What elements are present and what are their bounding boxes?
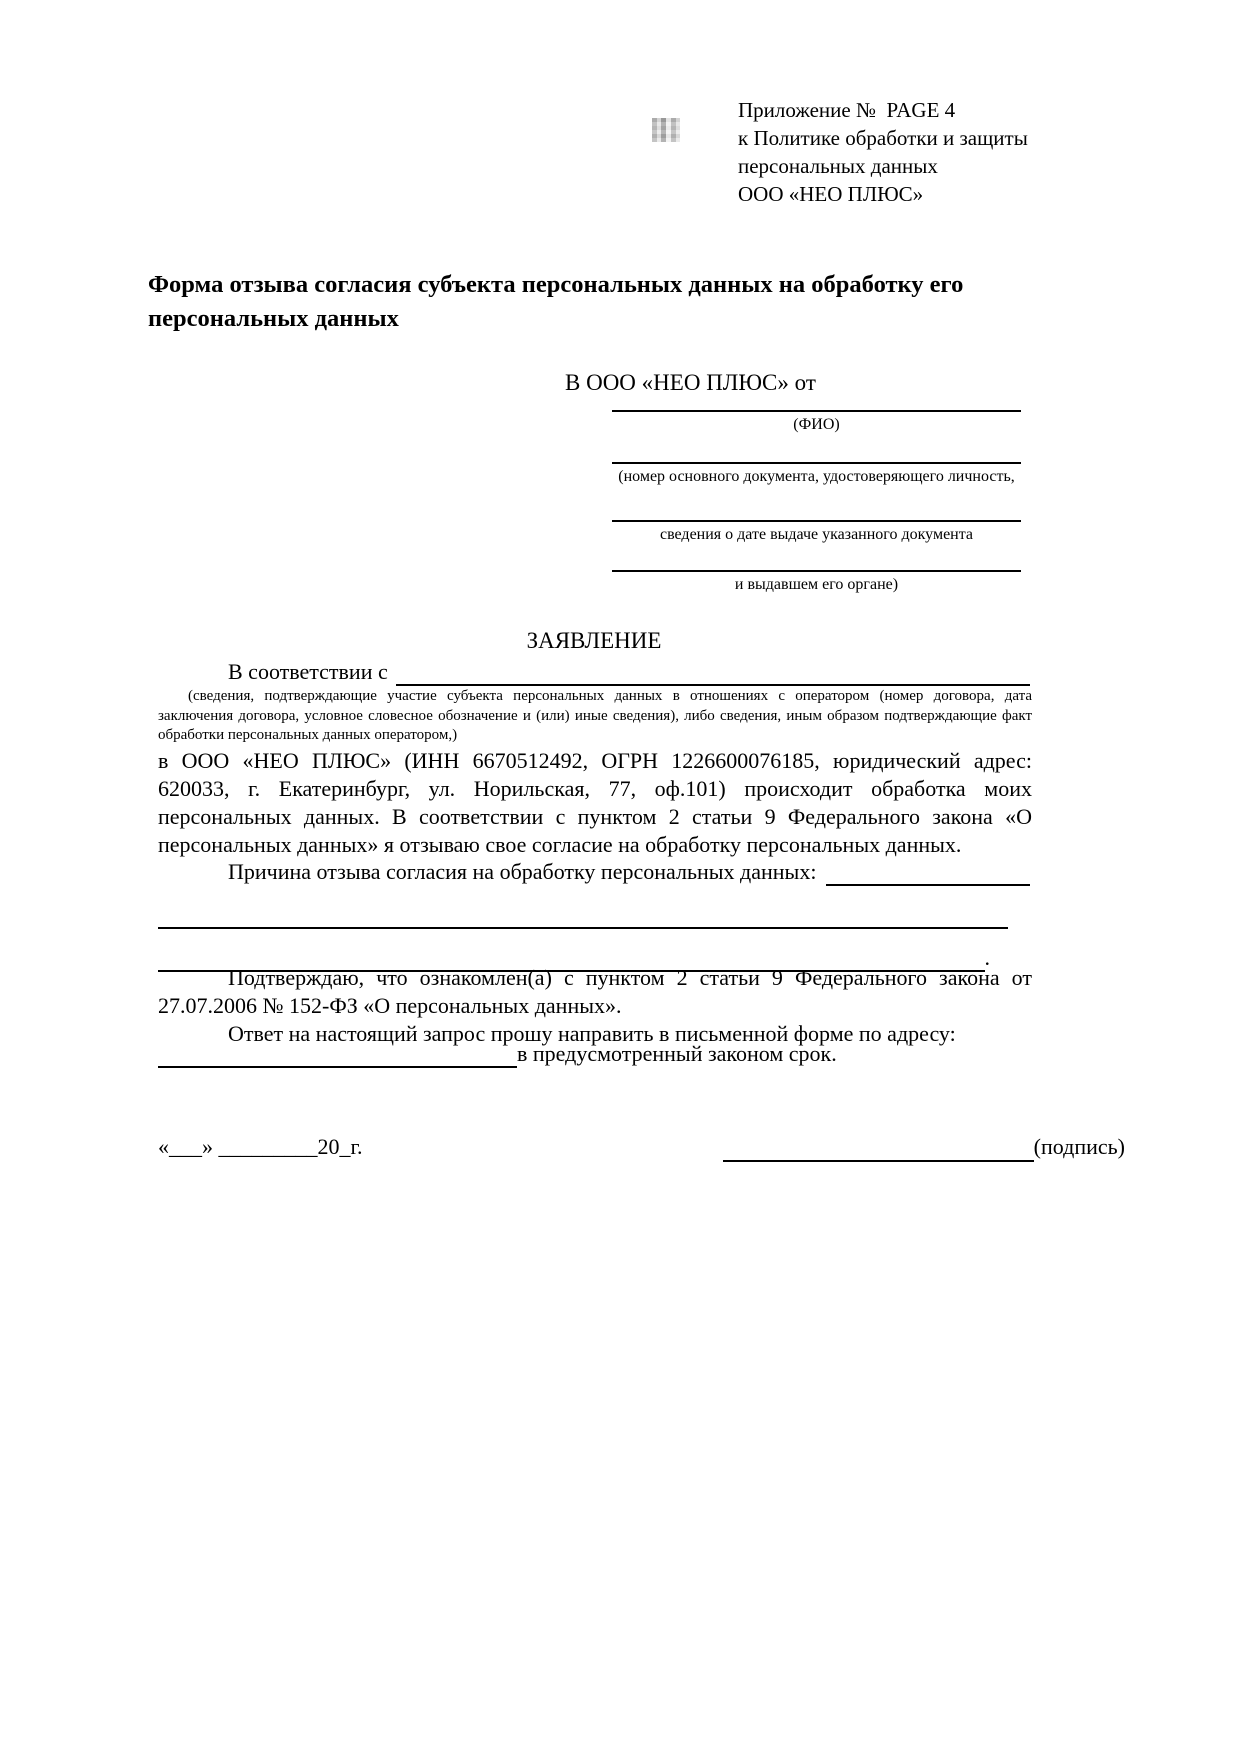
addressee-line: В ООО «НЕО ПЛЮС» от: [565, 370, 816, 395]
issuing-authority-caption: и выдавшем его органе): [734, 576, 899, 593]
issue-date-blank-line: [612, 520, 1021, 522]
reply-suffix: в предусмотренный законом срок.: [517, 1041, 837, 1066]
company-name-line: ООО «НЕО ПЛЮС»: [738, 182, 924, 206]
reason-blank-line-2: [158, 927, 1008, 929]
intro-row: [158, 658, 1030, 686]
date-blank: «___» _________20_г.: [158, 1134, 363, 1159]
signature-group: [723, 1132, 1125, 1162]
reply-request-line: Ответ на настоящий запрос прошу направить в письменной форме по адресу:: [228, 1021, 956, 1046]
signature-blank-line: [723, 1136, 1034, 1162]
reason-blank-line: [826, 862, 1030, 886]
reply-address-row: [158, 1040, 1032, 1068]
reply-address-blank-line: [158, 1044, 517, 1068]
issuing-authority-blank-line: [612, 570, 1021, 572]
appendix-reference-block: [738, 96, 1038, 208]
reason-label: Причина отзыва согласия на обработку персональных данных:: [228, 859, 817, 884]
date-signature-row: [158, 1132, 1125, 1162]
document-number-blank-line: [612, 462, 1021, 464]
intro-prefix: В соответствии с: [228, 659, 388, 684]
appendix-number-line: Приложение № PAGE 4: [738, 98, 956, 122]
fio-caption: (ФИО): [793, 416, 840, 433]
reason-row: [158, 858, 1030, 886]
issue-date-caption: сведения о дате выдаче указанного документа: [659, 526, 974, 543]
statement-heading: ЗАЯВЛЕНИЕ: [526, 628, 662, 653]
fio-blank-line: [612, 410, 1021, 412]
pixelated-artifact-icon: [652, 118, 680, 142]
policy-reference-line2: персональных данных: [738, 154, 938, 178]
signature-caption: (подпись): [1033, 1134, 1125, 1159]
statement-body: в ООО «НЕО ПЛЮС» (ИНН 6670512492, ОГРН 1226600076185, юридический адрес: 620033, г. Екатеринбург, ул. Норильская, 77, оф.101) происходит обработка моих персональных данных. В соответствии с пунктом 2 статьи 9 Федерального закона «О персональных данных» я отзываю свое согласие на обработку персональных данных.: [158, 748, 1032, 857]
reason-trailing-period: .: [984, 945, 990, 970]
document-number-caption: (номер основного документа, удостоверяющего личность,: [618, 468, 1015, 485]
confirmation-paragraph: Подтверждаю, что ознакомлен(а) с пунктом 2 статьи 9 Федерального закона от 27.07.2006 № 152-ФЗ «О персональных данных».: [158, 965, 1032, 1018]
policy-reference-line: к Политике обработки и защиты: [738, 126, 1028, 150]
intro-blank-line: [396, 662, 1030, 686]
footnote-text: (сведения, подтверждающие участие субъекта персональных данных в отношениях с оператором (номер договора, дата заключения договора, условное словесное обозначение и (или) иные сведения), либо сведения, иным образом подтверждающие факт обработки персональных данных оператором,): [158, 688, 1032, 743]
document-title: Форма отзыва согласия субъекта персональных данных на обработку его персональных данных: [148, 271, 964, 332]
